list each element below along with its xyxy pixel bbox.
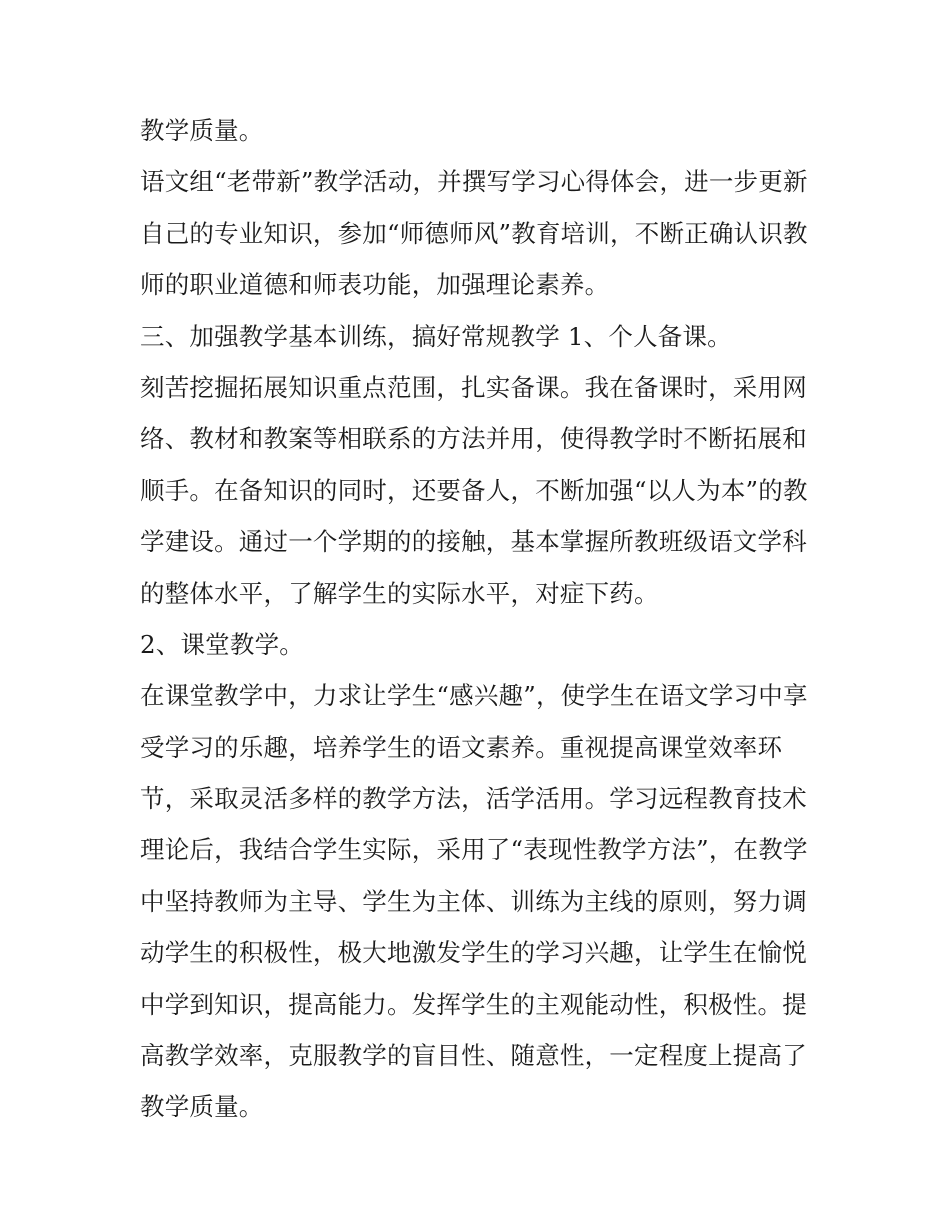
subsection-heading: 2、课堂教学。 [140,629,304,659]
text-line: 顺手。在备知识的同时，还要备人，不断加强“以人为本”的教 [140,475,808,505]
text-line: 动学生的积极性，极大地激发学生的学习兴趣，让学生在愉悦 [140,938,807,968]
text-line: 教学质量。 [140,1092,264,1122]
text-line: 刻苦挖掘拓展知识重点范围，扎实备课。我在备课时，采用网 [140,372,807,402]
text-line: 在课堂教学中，力求让学生“感兴趣”，使学生在语文学习中享 [140,681,808,711]
document-body [140,105,816,1133]
text-line: 教学质量。 [140,116,264,145]
text-line: 语文组“老带新”教学活动，并撰写学习心得体会，进一步更新 [140,167,808,197]
text-line: 师的职业道德和师表功能，加强理论素养。 [140,270,610,300]
section-heading: 三、加强教学基本训练，搞好常规教学 1、个人备课。 [140,321,732,351]
text-line: 理论后，我结合学生实际，采用了“表现性教学方法”，在教学 [140,835,808,865]
text-line: 中坚持教师为主导、学生为主体、训练为主线的原则，努力调 [140,886,807,916]
text-line: 中学到知识，提高能力。发挥学生的主观能动性，积极性。提 [140,989,807,1019]
text-line: 的整体水平，了解学生的实际水平，对症下药。 [140,578,659,608]
text-line: 自己的专业知识，参加“师德师风”教育培训，不断正确认识教 [140,218,808,248]
text-line: 学建设。通过一个学期的的接触，基本掌握所教班级语文学科 [140,527,807,557]
text-line: 受学习的乐趣，培养学生的语文素养。重视提高课堂效率环 [140,732,783,762]
text-line: 高教学效率，克服教学的盲目性、随意性，一定程度上提高了 [140,1041,807,1071]
text-line: 节，采取灵活多样的教学方法，活学活用。学习远程教育技术 [140,784,807,814]
text-line: 络、教材和教案等相联系的方法并用，使得教学时不断拓展和 [140,424,807,454]
